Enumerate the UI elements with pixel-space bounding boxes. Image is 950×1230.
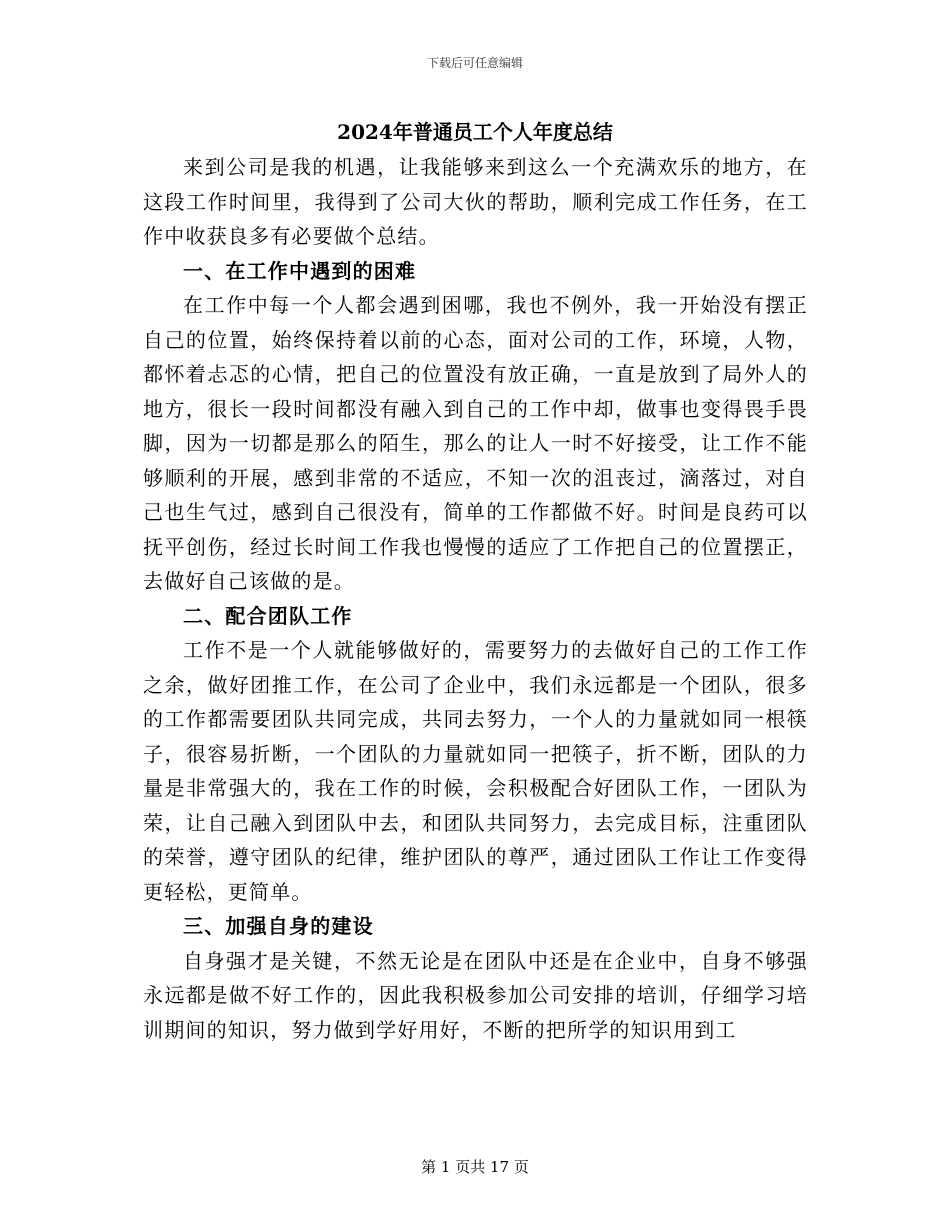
section-heading-2: 二、配合团队工作 <box>183 603 353 628</box>
section-paragraph-3: 自身强才是关键，不然无论是在团队中还是在企业中，自身不够强永远都是做不好工作的，因此我积极参加公司安排的培训，仔细学习培训期间的知识，努力做到学好用好，不断的把所学的知识用到工 <box>143 948 808 1042</box>
section-heading-3: 三、加强自身的建设 <box>183 914 374 938</box>
section-paragraph-2: 工作不是一个人就能够做好的，需要努力的去做好自己的工作工作之余，做好团推工作，在公司了企业中，我们永远都是一个团队，很多的工作都需要团队共同完成，共同去努力，一个人的力量就如同一根筷子，很容易折断，一个团队的力量就如同一把筷子，折不断，团队的力量是非常强大的，我在工作的时候，会积极配合好团队工作，一团队为荣，让自己融入到团队中去，和团队共同努力，去完成目标，注重团队的荣誉，遵守团队的纪律，维护团队的尊严，通过团队工作让工作变得更轻松，更简单。 <box>143 638 808 904</box>
page-number: 第 1 页共 17 页 <box>421 1158 529 1176</box>
section-paragraph-1: 在工作中每一个人都会遇到困哪，我也不例外，我一开始没有摆正自己的位置，始终保持着以前的心态，面对公司的工作，环境，人物，都怀着忐忑的心情，把自己的位置没有放正确，一直是放到了局外人的地方，很长一段时间都没有融入到自己的工作中却，做事也变得畏手畏脚，因为一切都是那么的陌生，那么的让人一时不好接受，让工作不能够顺利的开展，感到非常的不适应，不知一次的沮丧过，滴落过，对自己也生气过，感到自己很没有，简单的工作都做不好。时间是良药可以抚平创伤，经过长时间工作我也慢慢的适应了工作把自己的位置摆正，去做好自己该做的是。 <box>143 293 808 593</box>
document-title: 2024年普通员工个人年度总结 <box>337 120 613 144</box>
section-heading-1: 一、在工作中遇到的困难 <box>183 258 417 283</box>
header-note: 下载后可任意编辑 <box>426 56 523 70</box>
intro-paragraph: 来到公司是我的机遇，让我能够来到这么一个充满欢乐的地方，在这段工作时间里，我得到了公司大伙的帮助，顺利完成工作任务，在工作中收获良多有必要做个总结。 <box>143 155 808 248</box>
document-body <box>143 150 808 1047</box>
